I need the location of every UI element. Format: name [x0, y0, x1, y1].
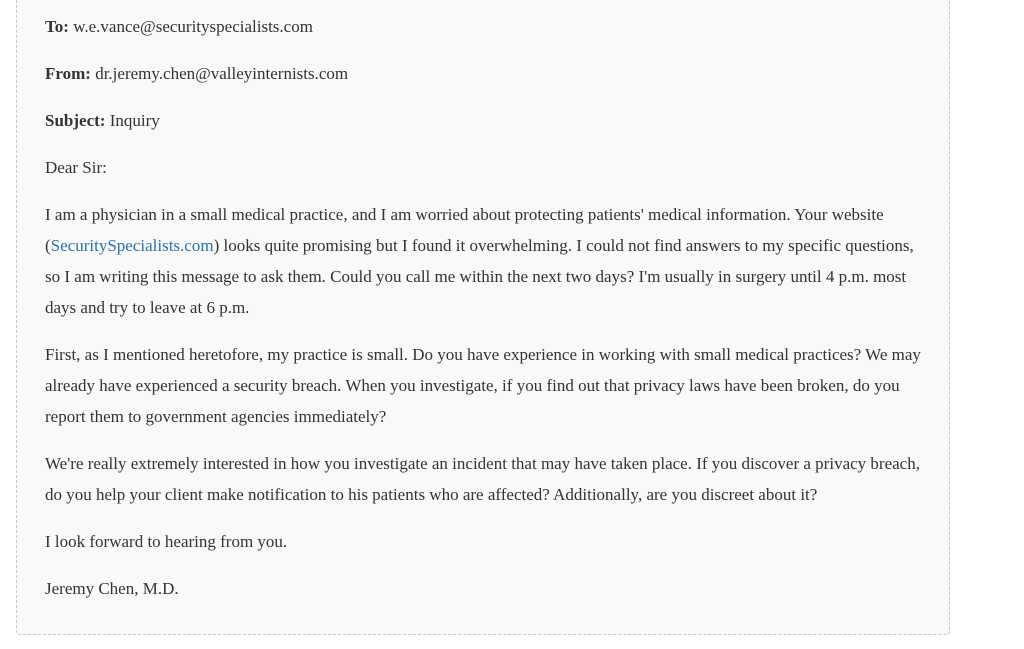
paragraph-3: We're really extremely interested in how you investigate an incident that may have taken place. If you discover a privacy breach, do you help your client make notification to his patients who are affected? Additionally, are you discreet about it? — [45, 454, 920, 504]
paragraph-1 — [45, 199, 931, 323]
from-address: dr.jeremy.chen@valleyinternists.com — [95, 64, 349, 83]
to-line — [45, 11, 931, 42]
subject-value: Inquiry — [109, 111, 160, 130]
subject-label: Subject: — [45, 111, 106, 130]
paragraph-1-text-start: I am a physician in a small medical practice, and I am worried about protecting patients' medical information. Your website ( — [45, 205, 884, 255]
from-label: From: — [45, 64, 91, 83]
email-message-panel — [16, 0, 950, 635]
to-address: w.e.vance@securityspecialists.com — [73, 17, 313, 36]
email-content — [45, 11, 931, 620]
greeting: Dear Sir: — [45, 158, 107, 177]
paragraph-1-text-end: ) looks quite promising but I found it overwhelming. I could not find answers to my specific questions, so I am writing this message to ask them. Could you call me within the next two days? I'm usually in surgery until 4 p.m. most days and try to leave at 6 p.m. — [45, 236, 914, 317]
closing-line: I look forward to hearing from you. — [45, 532, 288, 551]
from-line — [45, 58, 931, 89]
to-label: To: — [45, 17, 69, 36]
paragraph-2: First, as I mentioned heretofore, my practice is small. Do you have experience in working with small medical practices? We may already have experienced a security breach. When you investigate, if you find out that privacy laws have been broken, do you report them to government agencies immediately? — [45, 345, 921, 426]
website-link[interactable]: SecuritySpecialists.com — [50, 236, 214, 255]
subject-line — [45, 105, 931, 136]
signature: Jeremy Chen, M.D. — [45, 579, 179, 598]
